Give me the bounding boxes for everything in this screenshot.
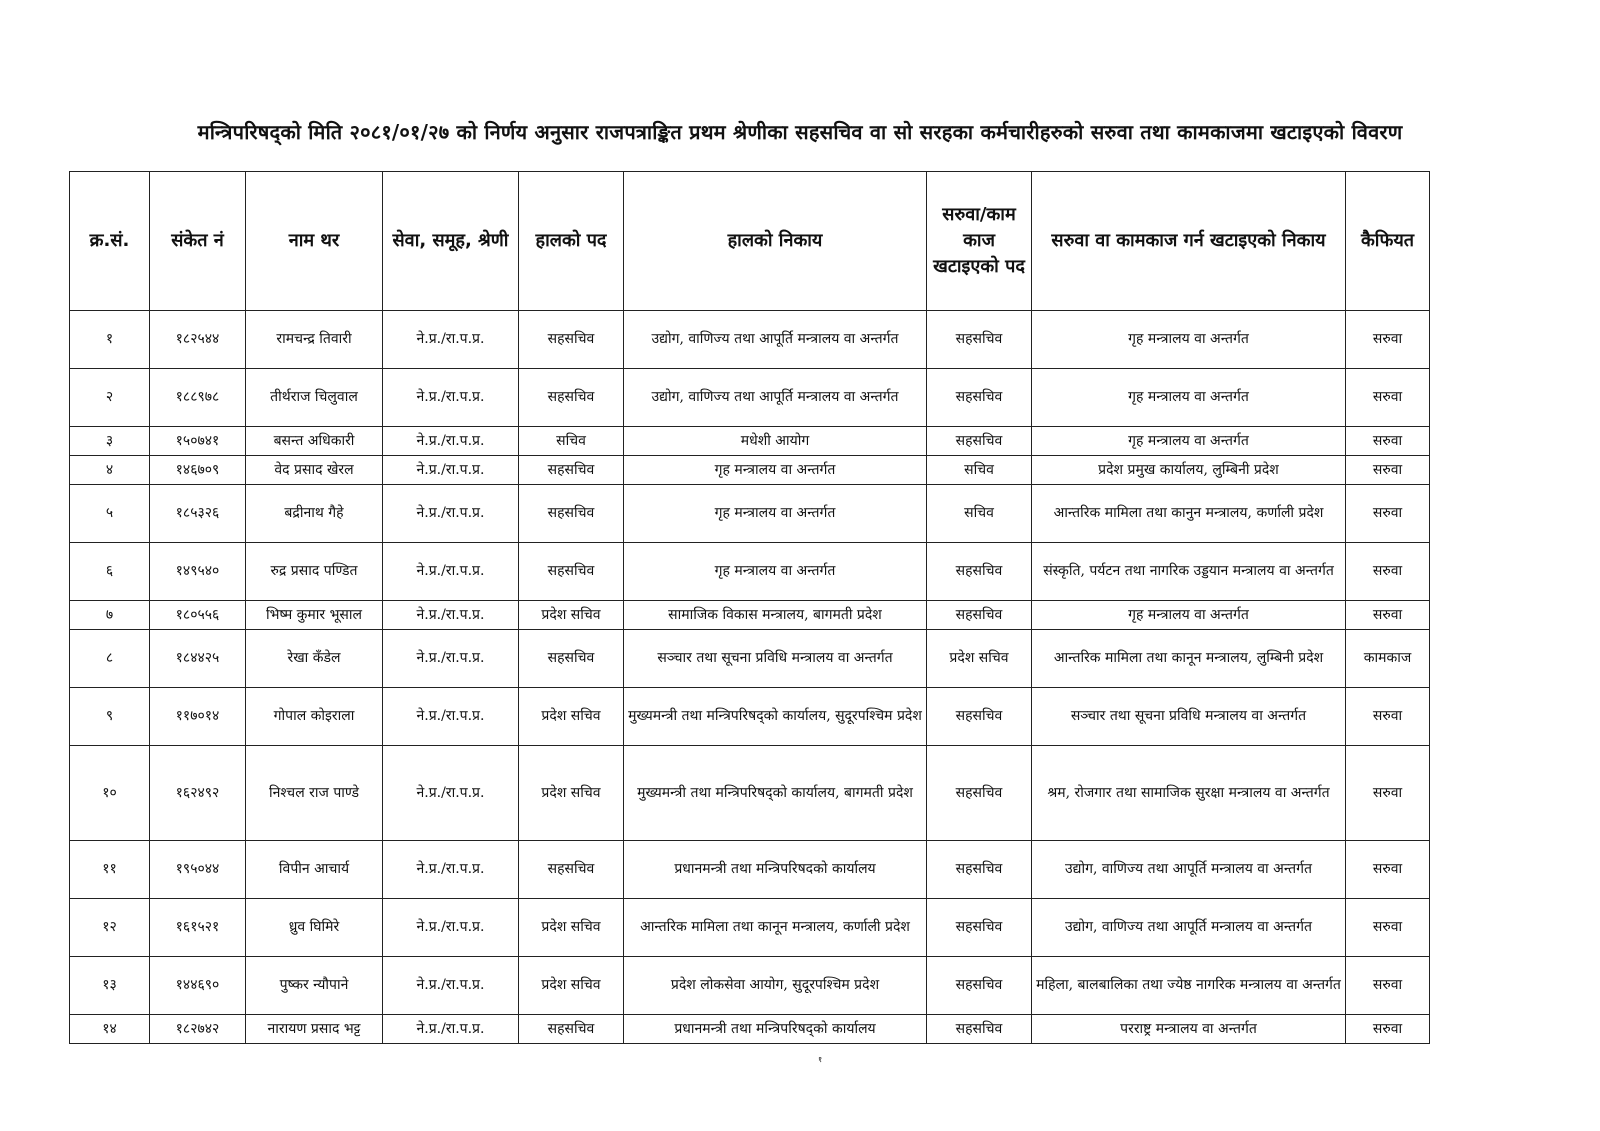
cell-code: १९५०४४ (150, 841, 246, 899)
cell-current-post: सहसचिव (519, 311, 624, 369)
cell-current-office: गृह मन्त्रालय वा अन्तर्गत (624, 456, 927, 485)
header-service: सेवा, समूह, श्रेणी (383, 172, 519, 311)
cell-current-office: आन्तरिक मामिला तथा कानून मन्त्रालय, कर्णाली प्रदेश (624, 899, 927, 957)
cell-code: १८२५४४ (150, 311, 246, 369)
table-row (70, 688, 1430, 746)
cell-remarks: सरुवा (1346, 311, 1430, 369)
cell-name: रेखा कँडेल (246, 630, 383, 688)
cell-current-office: गृह मन्त्रालय वा अन्तर्गत (624, 485, 927, 543)
cell-code: १६२४९२ (150, 746, 246, 841)
cell-current-post: सहसचिव (519, 485, 624, 543)
cell-service: ने.प्र./रा.प.प्र. (383, 1015, 519, 1044)
cell-service: ने.प्र./रा.प.प्र. (383, 688, 519, 746)
table-row (70, 427, 1430, 456)
cell-assigned-post: सचिव (927, 485, 1032, 543)
cell-name: नारायण प्रसाद भट्ट (246, 1015, 383, 1044)
cell-assigned-post: सचिव (927, 456, 1032, 485)
cell-assigned-post: सहसचिव (927, 1015, 1032, 1044)
table-row (70, 746, 1430, 841)
cell-service: ने.प्र./रा.प.प्र. (383, 456, 519, 485)
header-current-post: हालको पद (519, 172, 624, 311)
cell-name: भिष्म कुमार भूसाल (246, 601, 383, 630)
cell-remarks: सरुवा (1346, 369, 1430, 427)
cell-assigned-office: गृह मन्त्रालय वा अन्तर्गत (1032, 369, 1346, 427)
page-number: १ (818, 1055, 823, 1064)
header-sn: क्र.सं. (70, 172, 150, 311)
cell-sn: १४ (70, 1015, 150, 1044)
cell-name: गोपाल कोइराला (246, 688, 383, 746)
cell-current-office: प्रदेश लोकसेवा आयोग, सुदूरपश्चिम प्रदेश (624, 957, 927, 1015)
cell-assigned-office: आन्तरिक मामिला तथा कानून मन्त्रालय, लुम्बिनी प्रदेश (1032, 630, 1346, 688)
cell-assigned-office: महिला, बालबालिका तथा ज्येष्ठ नागरिक मन्त्रालय वा अन्तर्गत (1032, 957, 1346, 1015)
cell-assigned-office: आन्तरिक मामिला तथा कानुन मन्त्रालय, कर्णाली प्रदेश (1032, 485, 1346, 543)
cell-assigned-office: उद्योग, वाणिज्य तथा आपूर्ति मन्त्रालय वा अन्तर्गत (1032, 899, 1346, 957)
table-row (70, 601, 1430, 630)
cell-current-office: मधेशी आयोग (624, 427, 927, 456)
cell-current-office: सामाजिक विकास मन्त्रालय, बागमती प्रदेश (624, 601, 927, 630)
cell-service: ने.प्र./रा.प.प्र. (383, 841, 519, 899)
header-remarks: कैफियत (1346, 172, 1430, 311)
cell-current-office: मुख्यमन्त्री तथा मन्त्रिपरिषद्को कार्यालय, बागमती प्रदेश (624, 746, 927, 841)
cell-name: वेद प्रसाद खेरल (246, 456, 383, 485)
cell-name: बद्रीनाथ गैहे (246, 485, 383, 543)
header-row (70, 172, 1430, 311)
cell-remarks: सरुवा (1346, 601, 1430, 630)
table-row (70, 485, 1430, 543)
cell-current-office: गृह मन्त्रालय वा अन्तर्गत (624, 543, 927, 601)
table-row (70, 957, 1430, 1015)
cell-service: ने.प्र./रा.प.प्र. (383, 543, 519, 601)
cell-code: १८०५५६ (150, 601, 246, 630)
cell-assigned-post: प्रदेश सचिव (927, 630, 1032, 688)
cell-remarks: सरुवा (1346, 957, 1430, 1015)
cell-remarks: सरुवा (1346, 688, 1430, 746)
cell-remarks: सरुवा (1346, 456, 1430, 485)
cell-remarks: सरुवा (1346, 543, 1430, 601)
cell-assigned-office: प्रदेश प्रमुख कार्यालय, लुम्बिनी प्रदेश (1032, 456, 1346, 485)
cell-assigned-post: सहसचिव (927, 746, 1032, 841)
cell-name: विपीन आचार्य (246, 841, 383, 899)
cell-service: ने.प्र./रा.प.प्र. (383, 899, 519, 957)
cell-current-office: प्रधानमन्त्री तथा मन्त्रिपरिषदको कार्यालय (624, 841, 927, 899)
cell-code: १८४४२५ (150, 630, 246, 688)
cell-remarks: सरुवा (1346, 899, 1430, 957)
cell-current-post: प्रदेश सचिव (519, 601, 624, 630)
cell-name: रामचन्द्र तिवारी (246, 311, 383, 369)
cell-name: निश्चल राज पाण्डे (246, 746, 383, 841)
cell-code: १५०७४१ (150, 427, 246, 456)
cell-current-office: उद्योग, वाणिज्य तथा आपूर्ति मन्त्रालय वा अन्तर्गत (624, 311, 927, 369)
cell-service: ने.प्र./रा.प.प्र. (383, 630, 519, 688)
cell-current-post: सहसचिव (519, 369, 624, 427)
cell-current-office: उद्योग, वाणिज्य तथा आपूर्ति मन्त्रालय वा अन्तर्गत (624, 369, 927, 427)
header-assigned-post: सरुवा/काम काज खटाइएको पद (927, 172, 1032, 311)
cell-code: १४४६९० (150, 957, 246, 1015)
cell-service: ने.प्र./रा.प.प्र. (383, 485, 519, 543)
page-title: मन्त्रिपरिषद्को मिति २०८१/०१/२७ को निर्णय अनुसार राजपत्राङ्कित प्रथम श्रेणीका सहसचिव वा सो सरहका कर्मचारीहरुको सरुवा तथा कामकाजमा खटाइएको विवरण (197, 120, 1403, 144)
cell-assigned-office: परराष्ट्र मन्त्रालय वा अन्तर्गत (1032, 1015, 1346, 1044)
cell-sn: ४ (70, 456, 150, 485)
table-row (70, 899, 1430, 957)
cell-current-post: सहसचिव (519, 543, 624, 601)
cell-sn: ७ (70, 601, 150, 630)
table-row (70, 841, 1430, 899)
transfer-table (69, 171, 1430, 1044)
cell-remarks: सरुवा (1346, 485, 1430, 543)
table-row (70, 311, 1430, 369)
cell-assigned-office: सञ्चार तथा सूचना प्रविधि मन्त्रालय वा अन्तर्गत (1032, 688, 1346, 746)
cell-service: ने.प्र./रा.प.प्र. (383, 427, 519, 456)
cell-code: १८८९७८ (150, 369, 246, 427)
cell-sn: १ (70, 311, 150, 369)
cell-assigned-post: सहसचिव (927, 427, 1032, 456)
cell-current-post: सहसचिव (519, 841, 624, 899)
cell-remarks: सरुवा (1346, 427, 1430, 456)
header-assigned-office: सरुवा वा कामकाज गर्न खटाइएको निकाय (1032, 172, 1346, 311)
cell-assigned-post: सहसचिव (927, 601, 1032, 630)
cell-assigned-office: उद्योग, वाणिज्य तथा आपूर्ति मन्त्रालय वा अन्तर्गत (1032, 841, 1346, 899)
cell-assigned-post: सहसचिव (927, 543, 1032, 601)
cell-service: ने.प्र./रा.प.प्र. (383, 746, 519, 841)
cell-sn: १२ (70, 899, 150, 957)
cell-name: पुष्कर न्यौपाने (246, 957, 383, 1015)
cell-sn: ६ (70, 543, 150, 601)
cell-sn: ५ (70, 485, 150, 543)
cell-current-post: प्रदेश सचिव (519, 957, 624, 1015)
cell-assigned-post: सहसचिव (927, 841, 1032, 899)
cell-name: ध्रुव घिमिरे (246, 899, 383, 957)
cell-assigned-post: सहसचिव (927, 688, 1032, 746)
table-body (70, 311, 1430, 1044)
cell-current-post: प्रदेश सचिव (519, 746, 624, 841)
cell-remarks: सरुवा (1346, 841, 1430, 899)
cell-current-post: प्रदेश सचिव (519, 688, 624, 746)
cell-current-post: प्रदेश सचिव (519, 899, 624, 957)
cell-assigned-office: गृह मन्त्रालय वा अन्तर्गत (1032, 427, 1346, 456)
cell-name: बसन्त अधिकारी (246, 427, 383, 456)
cell-current-office: मुख्यमन्त्री तथा मन्त्रिपरिषद्को कार्यालय, सुदूरपश्चिम प्रदेश (624, 688, 927, 746)
cell-assigned-office: गृह मन्त्रालय वा अन्तर्गत (1032, 601, 1346, 630)
cell-current-post: सहसचिव (519, 1015, 624, 1044)
cell-current-post: सहसचिव (519, 630, 624, 688)
cell-sn: १३ (70, 957, 150, 1015)
cell-code: १४९५४० (150, 543, 246, 601)
cell-name: रुद्र प्रसाद पण्डित (246, 543, 383, 601)
cell-assigned-post: सहसचिव (927, 369, 1032, 427)
cell-sn: १० (70, 746, 150, 841)
cell-remarks: सरुवा (1346, 1015, 1430, 1044)
cell-assigned-post: सहसचिव (927, 899, 1032, 957)
cell-assigned-post: सहसचिव (927, 957, 1032, 1015)
cell-assigned-post: सहसचिव (927, 311, 1032, 369)
cell-service: ने.प्र./रा.प.प्र. (383, 957, 519, 1015)
cell-assigned-office: श्रम, रोजगार तथा सामाजिक सुरक्षा मन्त्रालय वा अन्तर्गत (1032, 746, 1346, 841)
cell-remarks: कामकाज (1346, 630, 1430, 688)
table-row (70, 456, 1430, 485)
cell-assigned-office: गृह मन्त्रालय वा अन्तर्गत (1032, 311, 1346, 369)
cell-code: १८२७४२ (150, 1015, 246, 1044)
cell-service: ने.प्र./रा.प.प्र. (383, 369, 519, 427)
cell-sn: ८ (70, 630, 150, 688)
table-row (70, 543, 1430, 601)
cell-code: १६१५२१ (150, 899, 246, 957)
cell-sn: २ (70, 369, 150, 427)
cell-code: ११७०१४ (150, 688, 246, 746)
cell-name: तीर्थराज चिलुवाल (246, 369, 383, 427)
cell-service: ने.प्र./रा.प.प्र. (383, 601, 519, 630)
cell-code: १४६७०९ (150, 456, 246, 485)
cell-service: ने.प्र./रा.प.प्र. (383, 311, 519, 369)
header-current-office: हालको निकाय (624, 172, 927, 311)
cell-assigned-office: संस्कृति, पर्यटन तथा नागरिक उड्डयान मन्त्रालय वा अन्तर्गत (1032, 543, 1346, 601)
cell-sn: ११ (70, 841, 150, 899)
table-row (70, 630, 1430, 688)
cell-current-post: सचिव (519, 427, 624, 456)
cell-current-post: सहसचिव (519, 456, 624, 485)
cell-sn: ३ (70, 427, 150, 456)
header-code: संकेत नं (150, 172, 246, 311)
table-row (70, 1015, 1430, 1044)
table-row (70, 369, 1430, 427)
cell-code: १८५३२६ (150, 485, 246, 543)
cell-remarks: सरुवा (1346, 746, 1430, 841)
cell-current-office: प्रधानमन्त्री तथा मन्त्रिपरिषद्को कार्यालय (624, 1015, 927, 1044)
cell-current-office: सञ्चार तथा सूचना प्रविधि मन्त्रालय वा अन्तर्गत (624, 630, 927, 688)
cell-sn: ९ (70, 688, 150, 746)
header-name: नाम थर (246, 172, 383, 311)
